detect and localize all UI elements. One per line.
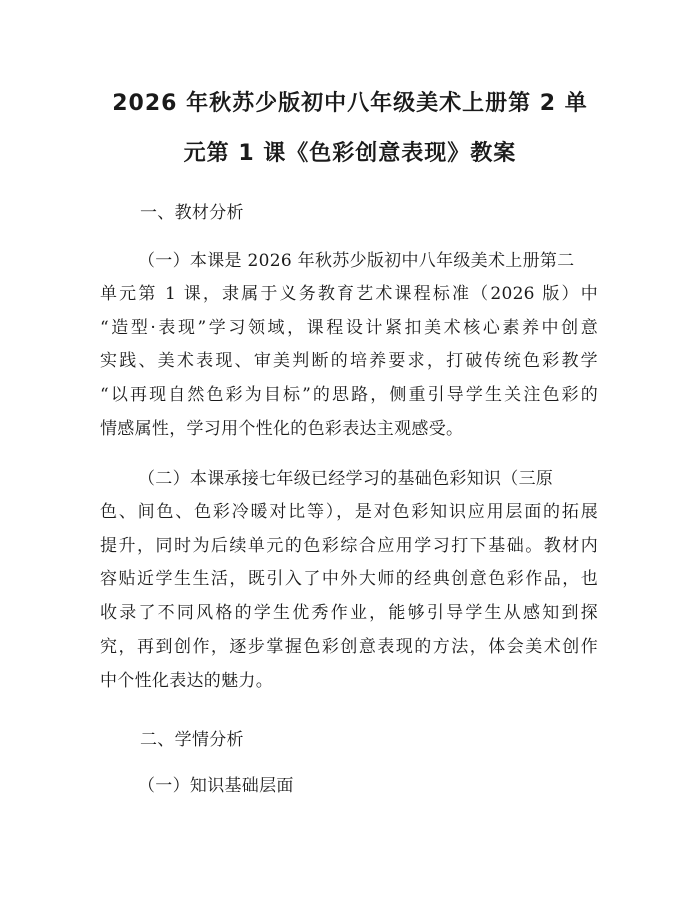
paragraph-line: 究，再到创作，逐步掌握色彩创意表现的方法，体会美术创作 xyxy=(100,637,598,657)
paragraph-line: （二）本课承接七年级已经学习的基础色彩知识（三原 xyxy=(138,469,554,489)
document-title-line-1: 2026 年秋苏少版初中八年级美术上册第 2 单 xyxy=(112,91,588,116)
paragraph-line: 色、间色、色彩冷暖对比等），是对色彩知识应用层面的拓展 xyxy=(100,502,598,522)
section-heading-textbook-analysis: 一、教材分析 xyxy=(140,203,244,223)
paragraph-line: 提升，同时为后续单元的色彩综合应用学习打下基础。教材内 xyxy=(100,536,598,556)
section-heading-learner-analysis: 二、学情分析 xyxy=(140,730,244,750)
paragraph-line: （一）本课是 2026 年秋苏少版初中八年级美术上册第二 xyxy=(138,251,575,271)
paragraph-line: 单元第 1 课，隶属于义务教育艺术课程标准（2026 版）中 xyxy=(100,284,598,304)
paragraph-line: “造型·表现”学习领域，课程设计紧扣美术核心素养中创意 xyxy=(100,318,598,338)
paragraph-line: 容贴近学生生活，既引入了中外大师的经典创意色彩作品，也 xyxy=(100,569,598,589)
paragraph-line: 情感属性，学习用个性化的色彩表达主观感受。 xyxy=(100,419,464,439)
document-title-line-2: 元第 1 课《色彩创意表现》教案 xyxy=(183,141,517,166)
paragraph-line: 中个性化表达的魅力。 xyxy=(100,671,273,691)
paragraph-line: “以再现自然色彩为目标”的思路，侧重引导学生关注色彩的 xyxy=(100,385,598,405)
paragraph-line: 收录了不同风格的学生优秀作业，能够引导学生从感知到探 xyxy=(100,603,598,623)
paragraph-line: 实践、美术表现、审美判断的培养要求，打破传统色彩教学 xyxy=(100,351,598,371)
subsection-heading-knowledge-base: （一）知识基础层面 xyxy=(138,776,294,796)
